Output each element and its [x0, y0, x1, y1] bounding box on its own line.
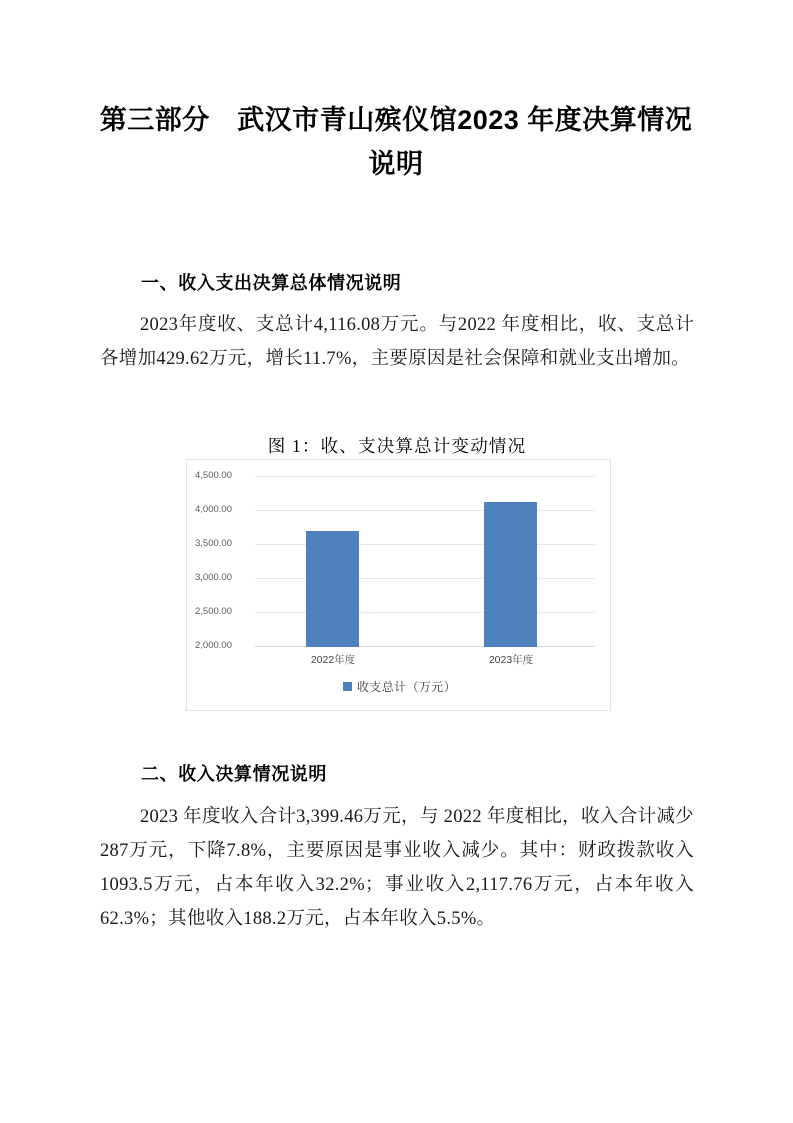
y-tick-label-2000: 2,000.00 [195, 640, 232, 651]
gridline-4500 [255, 476, 595, 477]
bar-chart [186, 459, 611, 711]
gridline-4000 [255, 510, 595, 511]
section-heading-1: 一、收入支出决算总体情况说明 [141, 273, 402, 293]
y-tick-label-3000: 3,000.00 [195, 572, 232, 583]
y-tick-label-4000: 4,000.00 [195, 504, 232, 515]
x-category-label-2023: 2023年度 [488, 654, 534, 666]
legend-label: 收支总计（万元） [356, 680, 457, 694]
bar-2022[interactable] [306, 531, 359, 647]
paragraph-text: 2023年度收、支总计4,116.08万元。与2022 年度相比，收、支总计各增加429.62万元，增长11.7%，主要原因是社会保障和就业支出增加。 [100, 315, 694, 369]
y-tick-label-2500: 2,500.00 [195, 606, 232, 617]
section-paragraph-1 [100, 308, 694, 376]
x-category-label-2022: 2022年度 [310, 654, 356, 666]
paragraph-text: 2023 年度收入合计3,399.46万元，与 2022 年度相比，收入合计减少287万元，下降7.8%，主要原因是事业收入减少。其中：财政拨款收入1093.5万元，占本年收入32.2%；事业收入2,117.76万元，占本年收入62.3%；其他收入188.2万元，占本年收入5.5%。 [100, 807, 694, 929]
figure-caption: 图 1：收、支决算总计变动情况 [267, 436, 527, 456]
bar-2023[interactable] [484, 502, 537, 647]
page-title: 第三部分 武汉市青山殡仪馆2023 年度决算情况说明 [99, 105, 693, 179]
y-tick-label-4500: 4,500.00 [195, 470, 232, 481]
chart-legend [187, 678, 612, 695]
legend-swatch-icon [343, 682, 352, 691]
y-tick-label-3500: 3,500.00 [195, 538, 232, 549]
section-paragraph-2 [100, 800, 694, 936]
chart-plot-area [187, 460, 612, 712]
section-heading-2: 二、收入决算情况说明 [141, 764, 327, 784]
